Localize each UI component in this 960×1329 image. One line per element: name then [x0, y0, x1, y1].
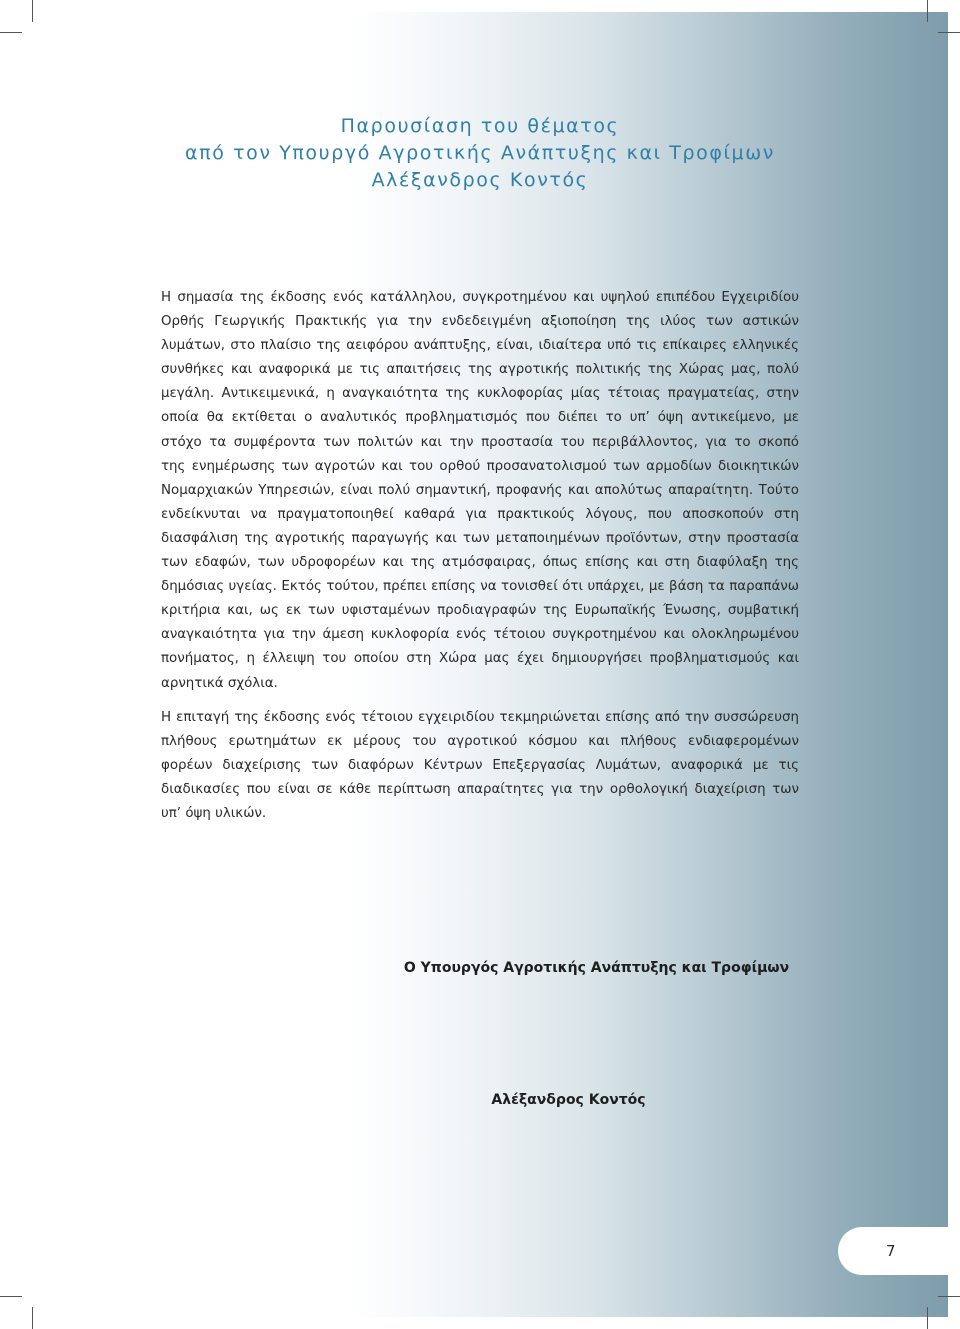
- paragraph-1-line: κριτήρια και, ως εκ των υφισταμένων προδιαγραφών της Ευρωπαϊκής Ένωσης, συμβατική: [161, 603, 799, 619]
- paragraph-1-line: μεγάλη. Αντικειμενικά, η αναγκαιότητα της κυκλοφορίας μίας τέτοιας πραγματείας, στην: [161, 386, 799, 402]
- page-title: [0, 113, 960, 194]
- paragraph-2-line: υπ’ όψη υλικών.: [161, 805, 267, 821]
- page-number: 7: [886, 1242, 896, 1260]
- paragraph-1-line: των εδαφών, των υδροφορέων και της ατμόσφαιρας, όπως επίσης και στη διαφύλαξη της: [161, 555, 799, 571]
- crop-mark-right-bottom: [938, 1296, 960, 1297]
- crop-mark-top-left: [32, 0, 33, 22]
- paragraph-2-line: διαδικασίες που είναι σε κάθε περίπτωση απαραίτητες για την ορθολογική διαχείριση των: [161, 781, 799, 797]
- paragraph-2-line: πλήθους ερωτημάτων εκ μέρους του αγροτικού κόσμου και πλήθους ενδιαφερομένων: [161, 733, 799, 749]
- title-line-1: Παρουσίαση του θέματος: [340, 115, 620, 137]
- paragraph-1-line: Ορθής Γεωργικής Πρακτικής για την ενδεδειγμένη αξιοποίηση της ιλύος των αστικών: [161, 314, 799, 330]
- paragraph-1-line: διασφάλιση της αγροτικής παραγωγής και των μεταποιημένων προϊόντων, στην προστασία: [161, 530, 799, 546]
- paragraph-1-line: ενδείκνυται να πραγματοποιηθεί καθαρά για πρακτικούς λόγους, που αποσκοπούν στη: [161, 506, 799, 522]
- paragraph-2-line: Η επιταγή της έκδοσης ενός τέτοιου εγχειριδίου τεκμηριώνεται επίσης από την συσσώρευση: [161, 709, 799, 725]
- signature-title: Ο Υπουργός Αγροτικής Ανάπτυξης και Τροφίμων: [403, 960, 790, 976]
- crop-mark-right-top: [938, 32, 960, 33]
- title-line-2: από τον Υπουργό Αγροτικής Ανάπτυξης και Τροφίμων: [185, 142, 775, 164]
- paragraph-1-line: αρνητικά σχόλια.: [161, 675, 278, 691]
- paragraph-2: [161, 706, 799, 826]
- signature-name: Αλέξανδρος Κοντός: [491, 1092, 646, 1108]
- paragraph-2-line: φορέων διαχείρισης των διαφόρων Κέντρων Επεξεργασίας Λυμάτων, αναφορικά με τις: [161, 757, 799, 773]
- crop-mark-left-top: [0, 32, 22, 33]
- paragraph-1-line: συνθήκες και αναφορικά με τις απαιτήσεις της αγροτικής πολιτικής της Χώρας μας, πολύ: [161, 362, 799, 378]
- paragraph-1-line: της ενημέρωσης των αγροτών και του ορθού προσανατολισμού των αρμοδίων διοικητικών: [161, 458, 799, 474]
- body-text: [161, 286, 799, 836]
- crop-mark-bottom-right: [927, 1307, 928, 1329]
- paragraph-1-line: δημόσιας υγείας. Εκτός τούτου, πρέπει επίσης να τονισθεί ότι υπάρχει, με βάση τα παραπάνω: [161, 579, 799, 595]
- crop-mark-top-right: [927, 0, 928, 22]
- crop-mark-bottom-left: [32, 1307, 33, 1329]
- paragraph-1-line: αναγκαιότητα για την άμεση κυκλοφορία ενός τέτοιου συγκροτημένου και ολοκληρωμένου: [161, 627, 799, 643]
- page-number-tab: [838, 1227, 960, 1275]
- paragraph-1-line: οποία θα εκτίθεται ο αναλυτικός προβληματισμός που διέπει το υπ’ όψη αντικείμενο, με: [161, 410, 799, 426]
- paragraph-1: [161, 286, 799, 696]
- crop-mark-left-bottom: [0, 1296, 22, 1297]
- paragraph-1-line: πονήματος, η έλλειψη του οποίου στη Χώρα μας έχει δημιουργήσει προβληματισμούς και: [161, 651, 799, 667]
- paragraph-1-line: Νομαρχιακών Υπηρεσιών, είναι πολύ σημαντική, προφανής και απολύτως απαραίτητη. Τούτο: [161, 482, 799, 498]
- paragraph-1-line: λυμάτων, στο πλαίσιο της αειφόρου ανάπτυξης, είναι, ιδιαίτερα υπό τις επίκαιρες ελληνικές: [161, 338, 799, 354]
- paragraph-1-line: Η σημασία της έκδοσης ενός κατάλληλου, συγκροτημένου και υψηλού επιπέδου Εγχειριδίου: [161, 290, 799, 305]
- paragraph-1-line: στόχο τα συμφέροντα των πολιτών και την προστασία του περιβάλλοντος, για το σκοπό: [161, 434, 799, 450]
- title-line-3: Αλέξανδρος Κοντός: [371, 169, 589, 191]
